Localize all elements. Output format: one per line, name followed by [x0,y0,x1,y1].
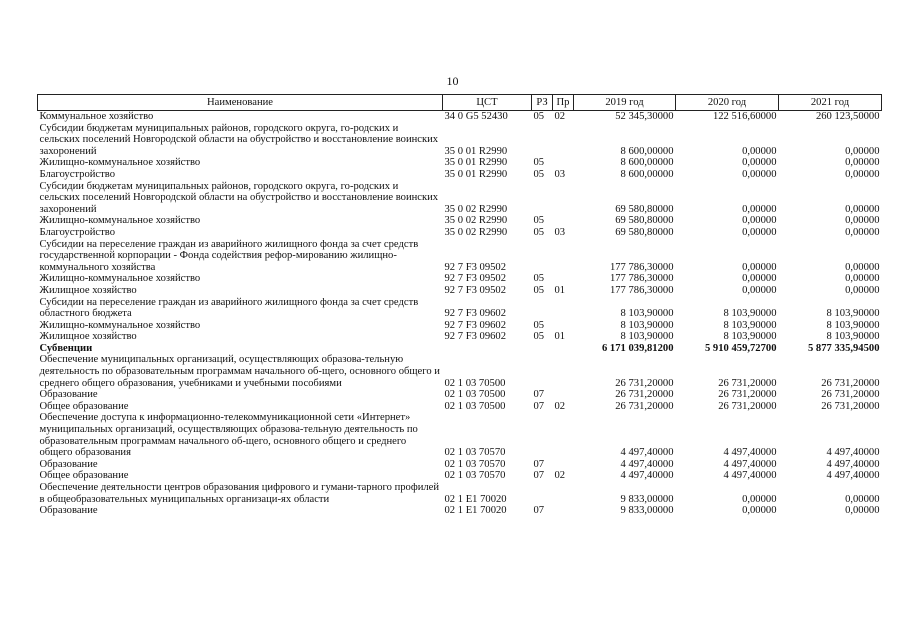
cell-2019: 26 731,20000 [615,389,674,401]
cell-2020: 0,00000 [742,226,777,238]
cell-cst: 02 1 03 70500 [444,389,506,401]
cell-pr: 01 [554,284,566,296]
table-row [38,285,882,297]
cell-2020: 26 731,20000 [718,389,777,401]
cell-2021: 0,00000 [845,273,880,285]
table-row [38,331,882,343]
cell-pr [553,505,574,517]
cell-pr: 03 [554,226,566,238]
header-row [38,95,882,111]
cell-2021: 4 497,40000 [826,470,880,482]
cell-rz: 07 [533,505,545,517]
cell-rz: 05 [533,273,545,285]
cell-rz [532,412,553,458]
cell-cst: 02 1 E1 70020 [444,493,507,505]
cell-pr [553,389,574,401]
cell-pr [553,157,574,169]
cell-2019: 9 833,00000 [620,505,674,517]
cell-pr: 01 [554,331,566,343]
cell-2019: 8 103,90000 [620,308,674,320]
cell-2021: 4 497,40000 [826,447,880,459]
cell-pr [553,297,574,320]
cell-name: Жилищно-коммунальное хозяйство [39,273,201,285]
cell-2020: 0,00000 [742,284,777,296]
table-row [38,412,882,458]
cell-name: Субвенции [39,342,93,354]
cell-pr: 02 [554,111,566,122]
cell-cst: 35 0 02 R2990 [444,226,508,238]
cell-name: Субсидии на переселение граждан из аварийного жилищного фонда за счет средств областного бюджета [39,296,419,320]
cell-rz [532,239,553,274]
table-row [38,239,882,274]
cell-2020: 122 516,60000 [712,111,777,122]
cell-rz: 07 [533,389,545,401]
cell-rz: 07 [533,470,545,482]
cell-rz: 05 [533,226,545,238]
cell-name: Субсидии на переселение граждан из аварийного жилищного фонда за счет средств государственной корпорации - Фонда содействия рефор-мированию жилищно-коммунального хозяйства [39,238,419,273]
cell-2021: 8 103,90000 [826,331,880,343]
table-row [38,470,882,482]
cell-name: Коммунальное хозяйство [39,111,154,122]
header-2019: 2019 год [574,95,676,111]
cell-pr [553,273,574,285]
cell-pr [553,320,574,332]
cell-cst: 02 1 03 70570 [444,458,506,470]
cell-cst: 35 0 02 R2990 [444,215,508,227]
cell-2021: 26 731,20000 [821,400,880,412]
cell-rz: 05 [533,157,545,169]
cell-2020: 26 731,20000 [718,377,777,389]
cell-cst: 02 1 03 70570 [444,470,506,482]
cell-2021: 260 123,50000 [815,111,880,122]
cell-rz [532,297,553,320]
table-row [38,181,882,216]
cell-cst [443,343,532,355]
cell-cst: 92 7 F3 09602 [444,331,507,343]
cell-rz [532,343,553,355]
cell-rz: 05 [533,111,545,122]
cell-pr: 02 [554,400,566,412]
header-name: Наименование [38,95,443,111]
cell-2021: 0,00000 [845,261,880,273]
cell-name: Жилищно-коммунальное хозяйство [39,157,201,169]
page-number: 10 [446,74,459,88]
cell-2019: 177 786,30000 [609,261,674,273]
budget-table [37,94,882,517]
cell-cst: 02 1 E1 70020 [444,505,507,517]
header-cst: ЦСТ [443,95,532,111]
cell-name: Образование [39,458,98,470]
cell-2020: 0,00000 [742,261,777,273]
cell-pr [553,412,574,458]
cell-cst: 02 1 03 70570 [444,447,506,459]
cell-2020: 4 497,40000 [723,458,777,470]
cell-2019: 4 497,40000 [620,458,674,470]
table-row [38,273,882,285]
cell-name: Общее образование [39,400,129,412]
header-pr: Пр [553,95,574,111]
cell-2021: 0,00000 [845,168,880,180]
cell-name: Жилищно-коммунальное хозяйство [39,319,201,331]
cell-2019: 26 731,20000 [615,377,674,389]
cell-cst: 02 1 03 70500 [444,377,506,389]
cell-rz: 05 [533,168,545,180]
cell-pr [553,482,574,505]
cell-name: Субсидии бюджетам муниципальных районов, городского округа, го-родских и сельских поселений Новгородской области на обустройство и восстановление воинских захоронений [39,122,439,157]
cell-cst: 35 0 01 R2990 [444,145,508,157]
header-2021: 2021 год [779,95,882,111]
cell-name: Обеспечение доступа к информационно-телекоммуникационной сети «Интернет» муниципальных организаций, осуществляющих образова-тельную деятельность по образовательным программам начального об-щего, основного общего и среднего общего образования [39,412,418,459]
cell-cst: 35 0 01 R2990 [444,168,508,180]
table-body [38,111,882,517]
cell-rz: 05 [533,331,545,343]
cell-2020: 0,00000 [742,505,777,517]
table-row [38,505,882,517]
cell-name: Благоустройство [39,226,115,238]
cell-name: Субсидии бюджетам муниципальных районов, городского округа, го-родских и сельских поселений Новгородской области на обустройство и восстановление воинских захоронений [39,180,439,215]
cell-2021: 8 103,90000 [826,319,880,331]
cell-cst: 92 7 F3 09502 [444,261,507,273]
cell-rz [532,482,553,505]
cell-2020: 0,00000 [742,203,777,215]
cell-2021: 26 731,20000 [821,377,880,389]
cell-2021: 26 731,20000 [821,389,880,401]
cell-cst: 35 0 02 R2990 [444,203,508,215]
cell-pr: 02 [554,470,566,482]
cell-cst: 35 0 01 R2990 [444,157,508,169]
cell-2021: 5 877 335,94500 [807,342,880,354]
cell-name: Общее образование [39,470,129,482]
cell-rz [532,181,553,216]
table-row [38,459,882,471]
cell-2019: 8 600,00000 [620,145,674,157]
cell-2020: 0,00000 [742,168,777,180]
table-row [38,215,882,227]
cell-2019: 69 580,80000 [615,215,674,227]
cell-2019: 52 345,30000 [615,111,674,122]
cell-2019: 69 580,80000 [615,203,674,215]
cell-2019: 4 497,40000 [620,470,674,482]
cell-2019: 4 497,40000 [620,447,674,459]
cell-2021: 0,00000 [845,284,880,296]
cell-2021: 0,00000 [845,157,880,169]
table-header [38,95,882,111]
cell-name: Благоустройство [39,168,115,180]
cell-2021: 0,00000 [845,145,880,157]
cell-2020: 0,00000 [742,493,777,505]
cell-2019: 26 731,20000 [615,400,674,412]
cell-pr [553,354,574,389]
cell-2020: 8 103,90000 [723,308,777,320]
cell-2020: 8 103,90000 [723,331,777,343]
cell-rz: 05 [533,215,545,227]
cell-rz: 05 [533,319,545,331]
cell-2021: 0,00000 [845,493,880,505]
header-2020: 2020 год [676,95,779,111]
cell-2020: 5 910 459,72700 [704,342,777,354]
cell-pr [553,181,574,216]
cell-cst: 02 1 03 70500 [444,400,506,412]
cell-2020: 0,00000 [742,145,777,157]
cell-2020: 0,00000 [742,215,777,227]
cell-cst: 92 7 F3 09502 [444,284,507,296]
cell-2019: 9 833,00000 [620,493,674,505]
cell-name: Обеспечение муниципальных организаций, осуществляющих образова-тельную деятельность по образовательным программам начального об-щего, основного общего и среднего общего образования, учебниками и учебными пособиями [39,354,440,389]
cell-pr [553,239,574,274]
cell-2019: 177 786,30000 [609,284,674,296]
cell-2021: 0,00000 [845,203,880,215]
cell-rz: 07 [533,458,545,470]
table-row [38,123,882,158]
table-row [38,169,882,181]
table-row [38,227,882,239]
cell-rz: 05 [533,284,545,296]
cell-name: Образование [39,505,98,517]
cell-2019: 69 580,80000 [615,226,674,238]
cell-pr [553,343,574,355]
cell-pr: 03 [554,168,566,180]
cell-2019: 8 103,90000 [620,319,674,331]
cell-2020: 0,00000 [742,157,777,169]
cell-2019: 8 103,90000 [620,331,674,343]
table-row [38,389,882,401]
cell-2020: 8 103,90000 [723,319,777,331]
cell-name: Жилищное хозяйство [39,284,137,296]
table-row [38,157,882,169]
cell-2020: 4 497,40000 [723,447,777,459]
cell-2021: 8 103,90000 [826,308,880,320]
cell-2020: 26 731,20000 [718,400,777,412]
table-row [38,401,882,413]
header-rz: РЗ [532,95,553,111]
cell-name: Жилищное хозяйство [39,331,137,343]
cell-2021: 4 497,40000 [826,458,880,470]
table-row [38,343,882,355]
cell-cst: 34 0 G5 52430 [444,111,508,122]
table-row [38,482,882,505]
table-row [38,111,882,123]
cell-name: Обеспечение деятельности центров образования цифрового и гумани-тарного профилей в общеобразовательных муниципальных организаци-ях области [39,482,440,505]
cell-rz: 07 [533,400,545,412]
cell-2019: 177 786,30000 [609,273,674,285]
cell-rz [532,354,553,389]
cell-pr [553,123,574,158]
cell-2021: 0,00000 [845,226,880,238]
cell-name: Жилищно-коммунальное хозяйство [39,215,201,227]
cell-2019: 6 171 039,81200 [601,342,674,354]
cell-pr [553,215,574,227]
cell-2021: 0,00000 [845,215,880,227]
cell-name: Образование [39,389,98,401]
cell-cst: 92 7 F3 09602 [444,319,507,331]
table-row [38,297,882,320]
cell-cst: 92 7 F3 09502 [444,273,507,285]
cell-2021: 0,00000 [845,505,880,517]
cell-2020: 0,00000 [742,273,777,285]
table-row [38,354,882,389]
cell-rz [532,123,553,158]
cell-2020: 4 497,40000 [723,470,777,482]
table-row [38,320,882,332]
cell-pr [553,459,574,471]
cell-2019: 8 600,00000 [620,157,674,169]
cell-2019: 8 600,00000 [620,168,674,180]
cell-cst: 92 7 F3 09602 [444,308,507,320]
